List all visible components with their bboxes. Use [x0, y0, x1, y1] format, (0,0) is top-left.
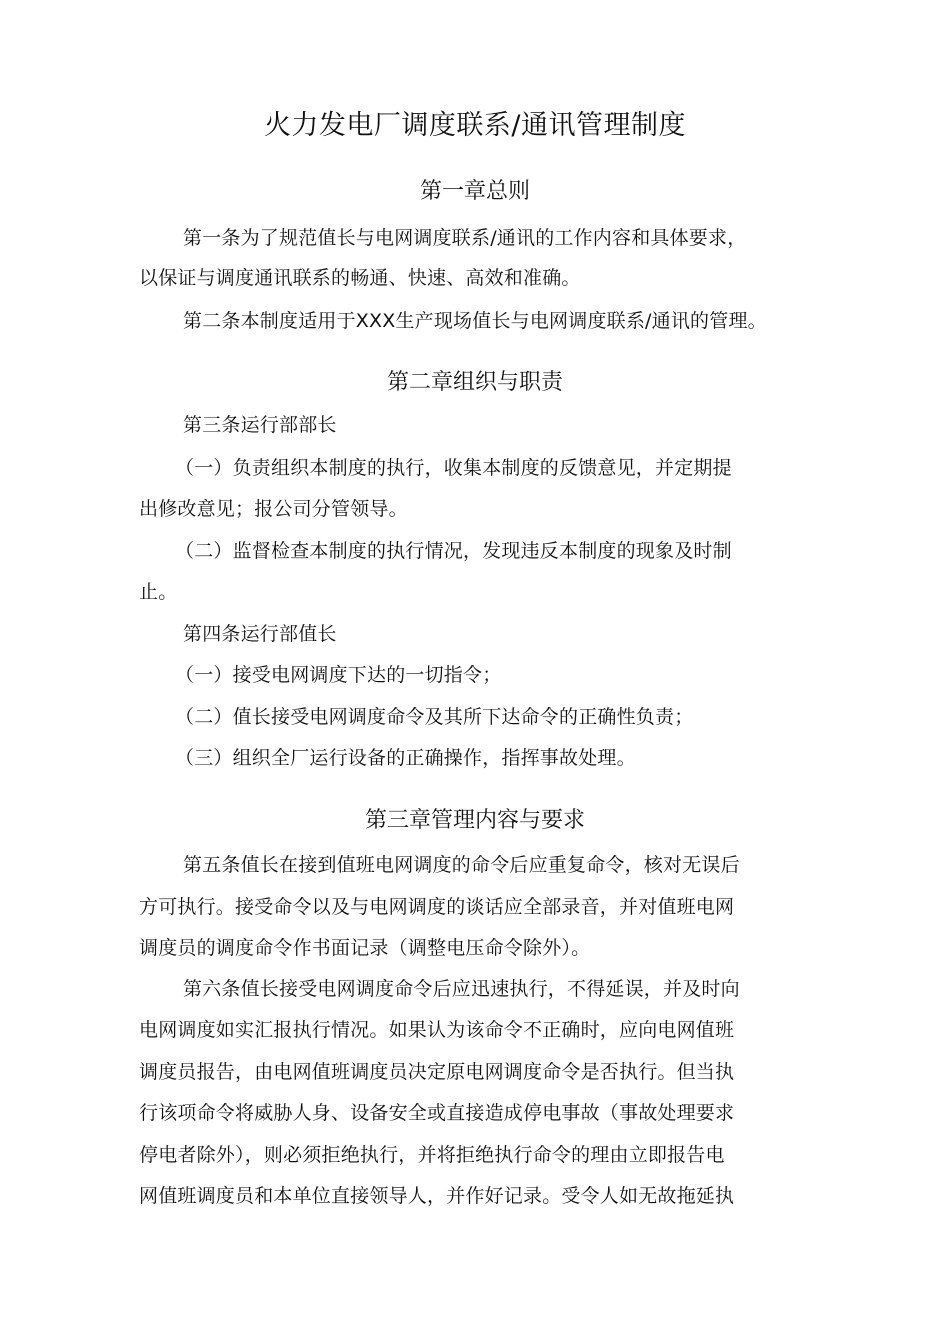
- chapter-1-heading: 第一章总则: [419, 179, 530, 204]
- article-6-line-1: 第六条值长接受电网调度命令后应迅速执行，不得延误，并及时向: [183, 978, 740, 1000]
- article-5-line-1: 第五条值长在接到值班电网调度的命令后应重复命令，核对无误后: [183, 854, 740, 876]
- article-5-line-3: 调度员的调度命令作书面记录（调整电压命令除外）。: [139, 937, 591, 959]
- article-3-item-1-line-1: （一）负责组织本制度的执行，收集本制度的反馈意见，并定期提: [175, 457, 732, 479]
- article-5-line-2: 方可执行。接受命令以及与电网调度的谈话应全部录音，并对值班电网: [139, 896, 735, 918]
- article-6-line-3: 调度员报告，由电网值班调度员决定原电网调度命令是否执行。但当执: [139, 1061, 735, 1083]
- article-1-line-1: 第一条为了规范值长与电网调度联系/通讯的工作内容和具体要求，: [183, 227, 747, 249]
- article-4-heading: 第四条运行部值长: [183, 623, 337, 645]
- article-3-item-1-line-2: 出修改意见；报公司分管领导。: [139, 498, 408, 520]
- article-6-line-2: 电网调度如实汇报执行情况。如果认为该命令不正确时，应向电网值班: [139, 1019, 735, 1041]
- article-4-item-2: （二）值长接受电网调度命令及其所下达命令的正确性负责；: [175, 706, 694, 728]
- chapter-3-heading: 第三章管理内容与要求: [364, 808, 585, 833]
- article-3-item-2-line-2: 止。: [139, 581, 178, 603]
- document-title: 火力发电厂调度联系/通讯管理制度: [263, 110, 687, 141]
- chapter-2-heading: 第二章组织与职责: [386, 370, 563, 395]
- article-4-item-3: （三）组织全厂运行设备的正确操作，指挥事故处理。: [175, 747, 636, 769]
- article-1-line-2: 以保证与调度通讯联系的畅通、快速、高效和准确。: [139, 267, 581, 289]
- article-6-line-6: 网值班调度员和本单位直接领导人，并作好记录。受令人如无故拖延执: [139, 1185, 735, 1207]
- article-2-line-1: 第二条本制度适用于XXX生产现场值长与电网调度联系/通讯的管理。: [183, 310, 767, 332]
- article-4-item-1: （一）接受电网调度下达的一切指令；: [175, 664, 502, 686]
- article-3-item-2-line-1: （二）监督检查本制度的执行情况，发现违反本制度的现象及时制: [175, 540, 732, 562]
- article-6-line-5: 停电者除外），则必须拒绝执行，并将拒绝执行命令的理由立即报告电: [139, 1144, 725, 1166]
- article-6-line-4: 行该项命令将威胁人身、设备安全或直接造成停电事故（事故处理要求: [139, 1102, 735, 1124]
- article-3-heading: 第三条运行部部长: [183, 414, 337, 436]
